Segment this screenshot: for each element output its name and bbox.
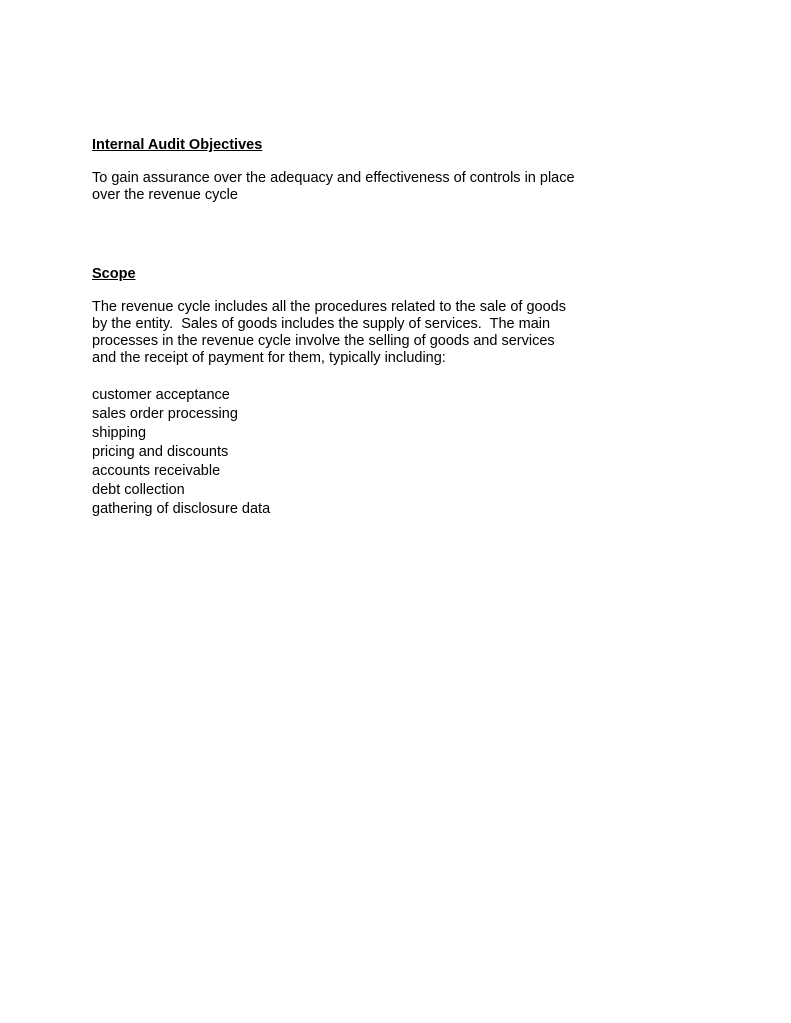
list-item: shipping	[92, 425, 147, 441]
scope-line: by the entity. Sales of goods includes the supply of services. The main	[92, 316, 551, 332]
objectives-heading: Internal Audit Objectives	[92, 137, 263, 153]
document-content	[92, 137, 652, 519]
scope-line: The revenue cycle includes all the procedures related to the sale of goods	[92, 299, 566, 315]
scope-line: and the receipt of payment for them, typically including:	[92, 350, 446, 366]
list-item: gathering of disclosure data	[92, 501, 271, 517]
list-item: debt collection	[92, 482, 185, 498]
scope-paragraph	[92, 299, 652, 367]
list-item: customer acceptance	[92, 387, 230, 403]
objectives-line: To gain assurance over the adequacy and effectiveness of controls in place	[92, 170, 575, 186]
list-item: sales order processing	[92, 406, 238, 422]
objectives-paragraph	[92, 170, 652, 204]
list-item: pricing and discounts	[92, 444, 229, 460]
list-item: accounts receivable	[92, 463, 221, 479]
scope-process-list	[92, 386, 652, 519]
scope-line: processes in the revenue cycle involve the selling of goods and services	[92, 333, 555, 349]
objectives-line: over the revenue cycle	[92, 187, 238, 203]
scope-heading: Scope	[92, 266, 136, 282]
